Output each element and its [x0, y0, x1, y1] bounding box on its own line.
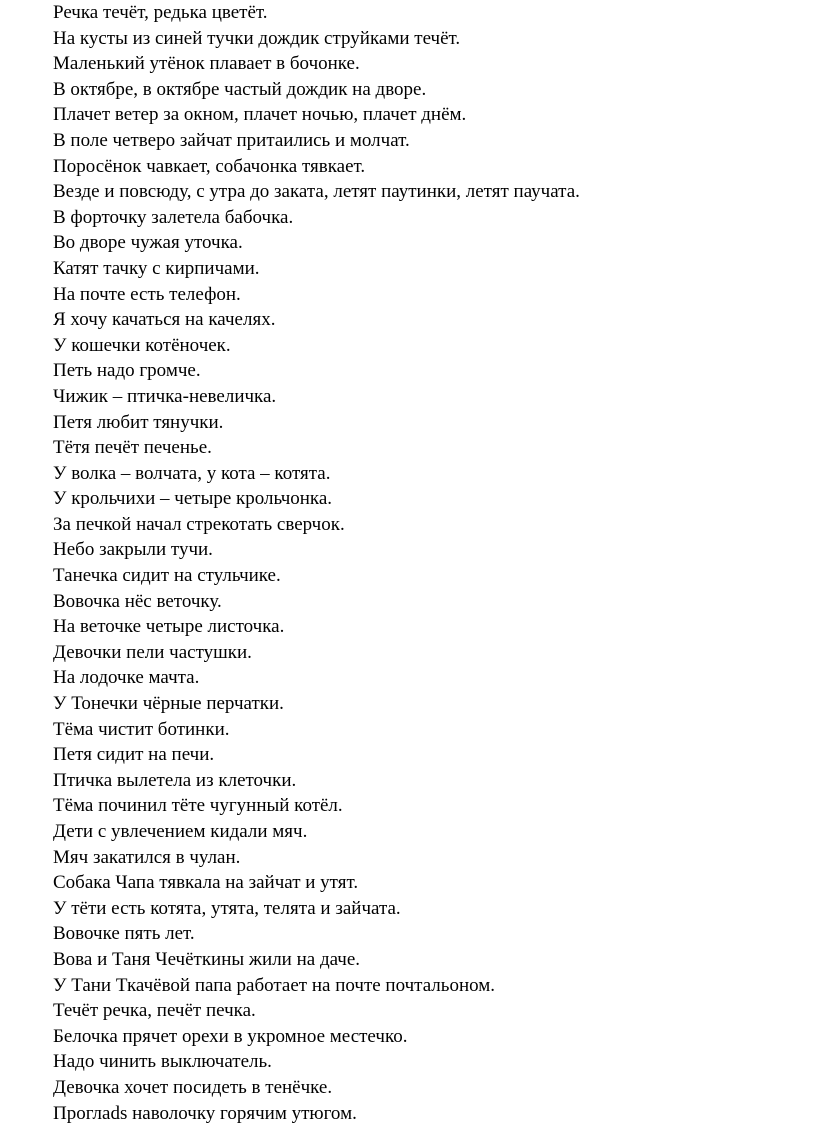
- sentence-list: [53, 0, 793, 1126]
- sentence-line: Петя сидит на печи.: [53, 744, 215, 766]
- sentence-line: Чижик – птичка-невеличка.: [53, 385, 277, 407]
- sentence-line: Девочки пели частушки.: [53, 641, 252, 663]
- sentence-line: Плачет ветер за окном, плачет ночью, плачет днём.: [53, 104, 467, 126]
- sentence-line: Птичка вылетела из клеточки.: [53, 769, 297, 791]
- sentence-line: Течёт речка, печёт печка.: [53, 1000, 256, 1022]
- sentence-line: На веточке четыре листочка.: [53, 616, 285, 638]
- sentence-line: Поросёнок чавкает, собачонка тявкает.: [53, 155, 366, 177]
- sentence-line: У крольчихи – четыре крольчонка.: [53, 488, 333, 510]
- sentence-line: Вовочке пять лет.: [53, 923, 195, 945]
- sentence-line: В октябре, в октябре частый дождик на дворе.: [53, 78, 427, 100]
- sentence-line: Проглads наволочку горячим утюгом.: [53, 1102, 357, 1124]
- sentence-line: Вовочка нёс веточку.: [53, 590, 222, 612]
- sentence-line: В форточку залетела бабочка.: [53, 206, 294, 228]
- sentence-line: Девочка хочет посидеть в тенёчке.: [53, 1076, 333, 1098]
- sentence-line: Везде и повсюду, с утра до заката, летят паутинки, летят паучата.: [53, 181, 580, 203]
- sentence-line: За печкой начал стрекотать сверчок.: [53, 513, 345, 535]
- sentence-line: Тётя печёт печенье.: [53, 437, 212, 459]
- sentence-line: Надо чинить выключатель.: [53, 1051, 272, 1073]
- sentence-line: Танечка сидит на стульчике.: [53, 565, 281, 587]
- sentence-line: Белочка прячет орехи в укромное местечко.: [53, 1025, 408, 1047]
- sentence-line: У Тани Ткачёвой папа работает на почте почтальоном.: [53, 974, 496, 996]
- sentence-line: У тёти есть котята, утята, телята и зайчата.: [53, 897, 401, 919]
- sentence-line: Петя любит тянучки.: [53, 411, 224, 433]
- sentence-line: У Тонечки чёрные перчатки.: [53, 693, 284, 715]
- sentence-line: Петь надо громче.: [53, 360, 201, 382]
- sentence-line: Небо закрыли тучи.: [53, 539, 213, 561]
- sentence-line: Тёма починил тёте чугунный котёл.: [53, 795, 343, 817]
- sentence-line: Тёма чистит ботинки.: [53, 718, 230, 740]
- sentence-line: На почте есть телефон.: [53, 283, 241, 305]
- sentence-line: Собака Чапа тявкала на зайчат и утят.: [53, 872, 359, 894]
- sentence-line: У волка – волчата, у кота – котята.: [53, 462, 331, 484]
- sentence-line: В поле четверо зайчат притаились и молчат.: [53, 129, 410, 151]
- sentence-line: Катят тачку с кирпичами.: [53, 257, 260, 279]
- sentence-line: На кусты из синей тучки дождик струйками течёт.: [53, 27, 461, 49]
- sentence-line: Маленький утёнок плавает в бочонке.: [53, 53, 360, 75]
- sentence-line: Мяч закатился в чулан.: [53, 846, 241, 868]
- sentence-line: Я хочу качаться на качелях.: [53, 309, 276, 331]
- sentence-line: Во дворе чужая уточка.: [53, 232, 243, 254]
- sentence-line: У кошечки котёночек.: [53, 334, 231, 356]
- sentence-line: Вова и Таня Чечёткины жили на даче.: [53, 948, 361, 970]
- sentence-line: На лодочке мачта.: [53, 667, 200, 689]
- sentence-line: Дети с увлечением кидали мяч.: [53, 821, 308, 842]
- sentence-line: Речка течёт, редька цветёт.: [53, 2, 268, 23]
